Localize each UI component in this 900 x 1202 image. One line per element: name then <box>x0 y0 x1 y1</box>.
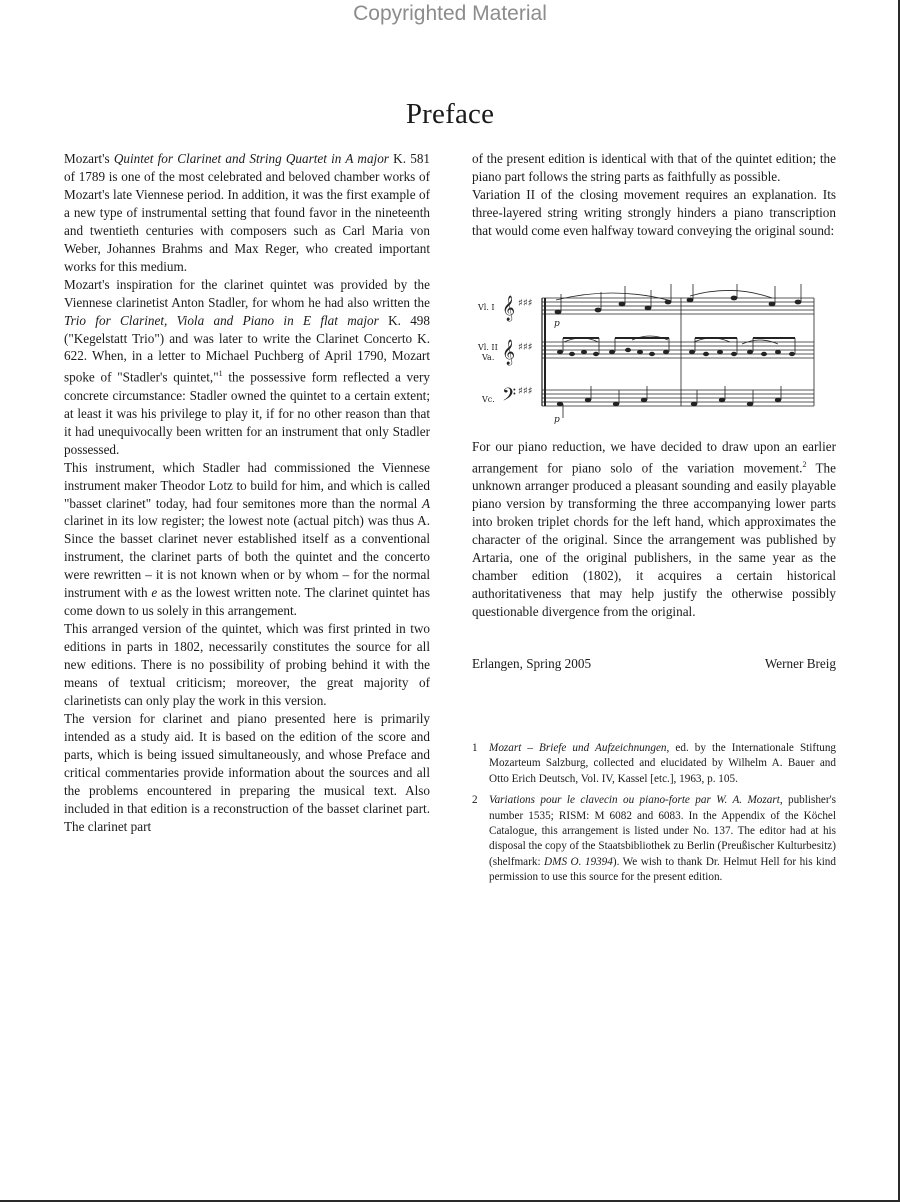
staff-label: Vc. <box>482 395 495 404</box>
staff-label: Vl. I <box>478 303 495 312</box>
footnote: 1 Mozart – Briefe und Aufzeichnungen, ed. by the Internationale Stiftung Mozarteum Salzburg, collected and elucidated by Wilhelm A. Bauer and Otto Erich Deutsch, Vol. IV, Kassel [etc.], 1963, p. 105. <box>472 742 837 785</box>
music-example <box>472 282 836 430</box>
watermark: Copyrighted Material <box>353 2 547 25</box>
author-name: Werner Breig <box>764 656 836 671</box>
staff-label: Va. <box>482 353 495 362</box>
page-title: Preface <box>405 98 495 130</box>
left-column <box>64 150 430 836</box>
place-date: Erlangen, Spring 2005 <box>472 656 592 671</box>
staff-label: Vl. II <box>478 343 498 352</box>
dynamic-marking: p <box>554 415 560 425</box>
right-column-bottom <box>472 438 836 621</box>
svg-text:𝄞: 𝄞 <box>502 340 516 365</box>
dynamic-marking: p <box>554 319 560 329</box>
svg-text:𝄢: 𝄢 <box>502 385 517 410</box>
svg-text:𝄞: 𝄞 <box>502 296 516 321</box>
svg-text:♯♯♯: ♯♯♯ <box>518 386 533 397</box>
paragraph: The version for clarinet and piano presented here is primarily intended as a study aid. It is based on the edition of the score and parts, which is being issued simultaneously, and whose Preface and critical commentaries provide information about the sources and all the problems encountered in preparing the musical text. Also included in that edition is a reconstruction of the basset clarinet part. The clarinet part <box>64 710 430 834</box>
paragraph: For our piano reduction, we have decided to draw upon an earlier arrangement for piano solo of the variation movement.$^2$ The unknown arranger produced a pleasant sounding and easily playable piano version by transforming the three accompanying lower parts into broken triplet chords for the left hand, which approximates the character of the original. Since the arrangement was published by Artaria, one of the original publishers, in the same year as the chamber edition (1802), it acquires a certain historical authoritativeness that may help justify the otherwise possibly questionable divergence from the original. <box>472 439 836 619</box>
footnote-ref: 2 <box>802 459 807 469</box>
paragraph: This instrument, which Stadler had commissioned the Viennese instrument maker Theodor Lotz to build for him, and which is called "basset clarinet" today, had four semitones more than the normal A clarinet in its low register; the lowest note (actual pitch) was thus A. Since the basset clarinet never established itself as a conventional instrument, the clarinet parts of both the quintet and the concerto were rewritten – it is not known when or by whom – for the normal instrument with e as the lowest written note. The clarinet quintet has come down to us solely in this arrangement. <box>64 459 431 619</box>
footnote: 2 Variations pour le clavecin ou piano-forte par W. A. Mozart, publisher's number 1535; RISM: M 6082 and 6083. In the Appendix of the Köchel Catalogue, this arrangement is listed under No. 137. The editor had at his disposal the copy of the Staatsbibliothek zu Berlin (Preußischer Kulturbesitz) (shelfmark: DMS O. 19394). We wish to thank Dr. Helmut Hell for his kind permission to use this source for the present edition. <box>472 794 836 884</box>
footnote-ref: 1 <box>218 369 223 379</box>
paragraph: This arranged version of the quintet, which was first printed in two editions in parts in 1802, necessarily constitutes the source for all new editions. There is no possibility of probing behind it with the means of textual criticism; moreover, the great majority of clarinetists can only play the work in this version. <box>64 621 430 708</box>
svg-text:♯♯♯: ♯♯♯ <box>518 298 533 309</box>
paragraph: Variation II of the closing movement requires an explanation. Its three-layered string writing strongly hinders a piano transcription that would come even halfway toward conveying the original sound: <box>472 186 836 238</box>
signature-line <box>472 656 836 672</box>
paragraph: Mozart's inspiration for the clarinet quintet was provided by the Viennese clarinetist Anton Stadler, for whom he had also written the Trio for Clarinet, Viola and Piano in E flat major K. 498 ("Kegelstatt Trio") and was later to write the Clarinet Concerto K. 622. When, in a letter to Michael Puchberg of April 1790, Mozart spoke of "Stadler's quintet,"$^1$ the possessive form reflected a very concrete circumstance: Stadler owned the quintet to a certain extent; at least it was his privilege to play it, if for no other reason than that it had unequivocally been written for an instrument that only Stadler possessed. <box>64 276 430 457</box>
paragraph: Mozart's Quintet for Clarinet and String Quartet in A major K. 581 of 1789 is one of the most celebrated and beloved chamber works of Mozart's late Viennese period. In addition, it was the first example of a new type of instrumental setting that found favor in the nineteenth and twentieth centuries with composers such as Carl Maria von Weber, Johannes Brahms and Max Reger, who created important works for this medium. <box>64 151 431 274</box>
staff-cello <box>542 390 814 406</box>
footnotes <box>472 741 836 892</box>
paragraph: of the present edition is identical with that of the quintet edition; the piano part follows the string parts as faithfully as possible. <box>472 151 836 184</box>
svg-text:♯♯♯: ♯♯♯ <box>518 342 533 353</box>
right-column-top <box>472 150 836 240</box>
